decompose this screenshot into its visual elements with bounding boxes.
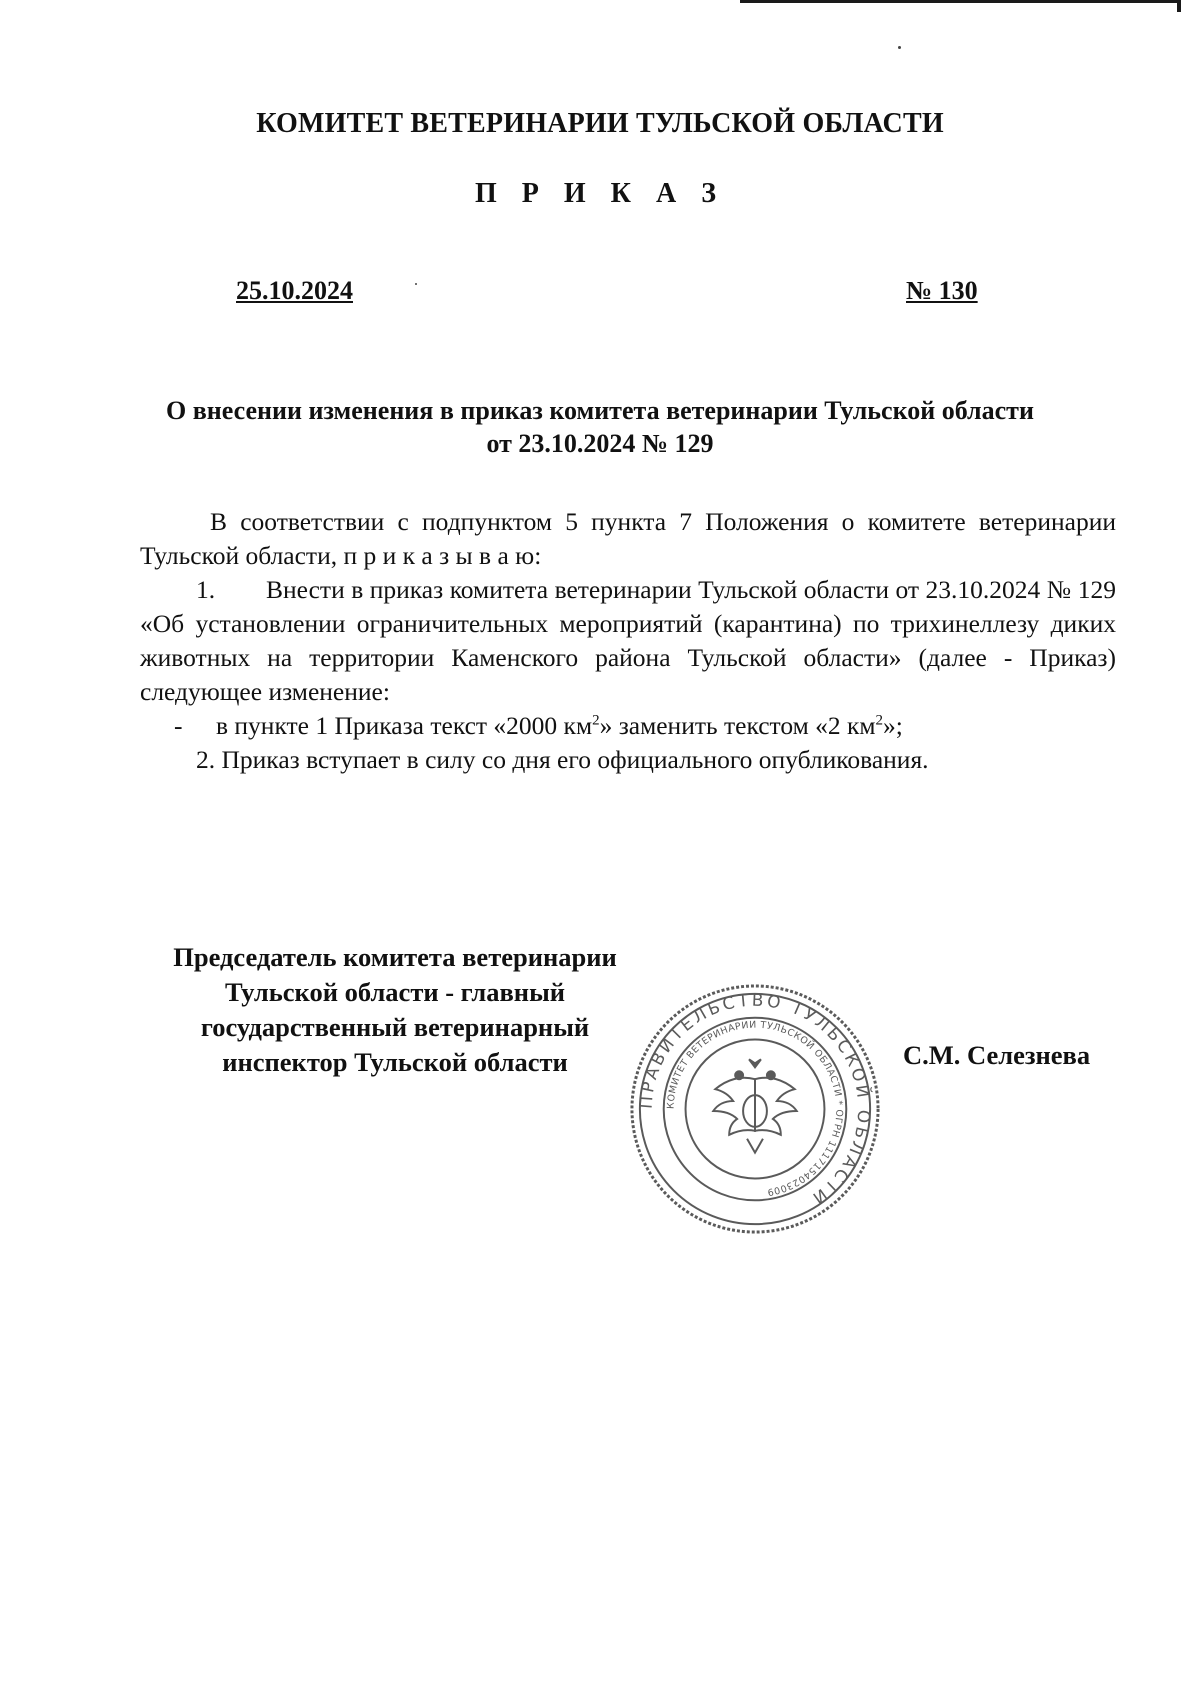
item-2: 2. Приказ вступает в силу со дня его официального опубликования. bbox=[196, 745, 929, 774]
preamble-text: В соответствии с подпунктом 5 пункта 7 Положения о комитете ветеринарии Тульской области, bbox=[140, 507, 1116, 570]
position-line: государственный ветеринарный bbox=[200, 1012, 590, 1042]
scan-speck bbox=[898, 46, 901, 49]
superscript-2: 2 bbox=[875, 712, 884, 729]
list-dash: - bbox=[174, 711, 183, 740]
change-text-c: »; bbox=[883, 711, 903, 740]
order-number: № 130 bbox=[906, 276, 978, 305]
seal-inner-text: КОМИТЕТ ВЕТЕРИНАРИИ ТУЛЬСКОЙ ОБЛАСТИ * ОГРН 1117154023009 bbox=[665, 1019, 845, 1198]
change-line bbox=[140, 709, 1116, 743]
order-word: п р и к а з ы в а ю: bbox=[343, 541, 542, 570]
item-1-text: Внести в приказ комитета ветеринарии Тульской области от 23.10.2024 № 129 «Об установлении ограничительных мероприятий (карантина) по трихинеллезу диких животных на территории Каменского района Тульской области» (далее - Приказ) следующее изменение: bbox=[140, 575, 1116, 706]
item-1 bbox=[140, 573, 1116, 709]
preamble bbox=[140, 505, 1116, 573]
superscript-2: 2 bbox=[592, 712, 600, 729]
change-text-b: » заменить текстом «2 км bbox=[599, 711, 876, 740]
signer-name: С.М. Селезнева bbox=[903, 1040, 1091, 1070]
scan-edge-line bbox=[740, 0, 1180, 3]
order-date: 25.10.2024 bbox=[236, 276, 353, 305]
official-seal-icon bbox=[626, 980, 884, 1238]
position-line: Тульской области - главный bbox=[224, 977, 566, 1007]
scan-speck bbox=[415, 283, 417, 285]
scan-edge-mark bbox=[1177, 0, 1181, 12]
order-title-line2: от 23.10.2024 № 129 bbox=[486, 429, 714, 458]
item-1-number: 1. bbox=[196, 575, 216, 604]
order-title-line1: О внесении изменения в приказ комитета ветеринарии Тульской области bbox=[166, 396, 1034, 425]
order-title bbox=[130, 394, 1070, 460]
change-text-a: в пункте 1 Приказа текст «2000 км bbox=[216, 711, 593, 740]
organization-name: КОМИТЕТ ВЕТЕРИНАРИИ ТУЛЬСКОЙ ОБЛАСТИ bbox=[256, 108, 944, 139]
document-type: П Р И К А З bbox=[475, 178, 725, 209]
position-line: инспектор Тульской области bbox=[222, 1047, 568, 1077]
signer-position bbox=[145, 940, 645, 1080]
seal-outer-text: ПРАВИТЕЛЬСТВО ТУЛЬСКОЙ ОБЛАСТИ bbox=[635, 989, 875, 1211]
position-line: Председатель комитета ветеринарии bbox=[173, 942, 617, 972]
order-body bbox=[140, 505, 1116, 777]
